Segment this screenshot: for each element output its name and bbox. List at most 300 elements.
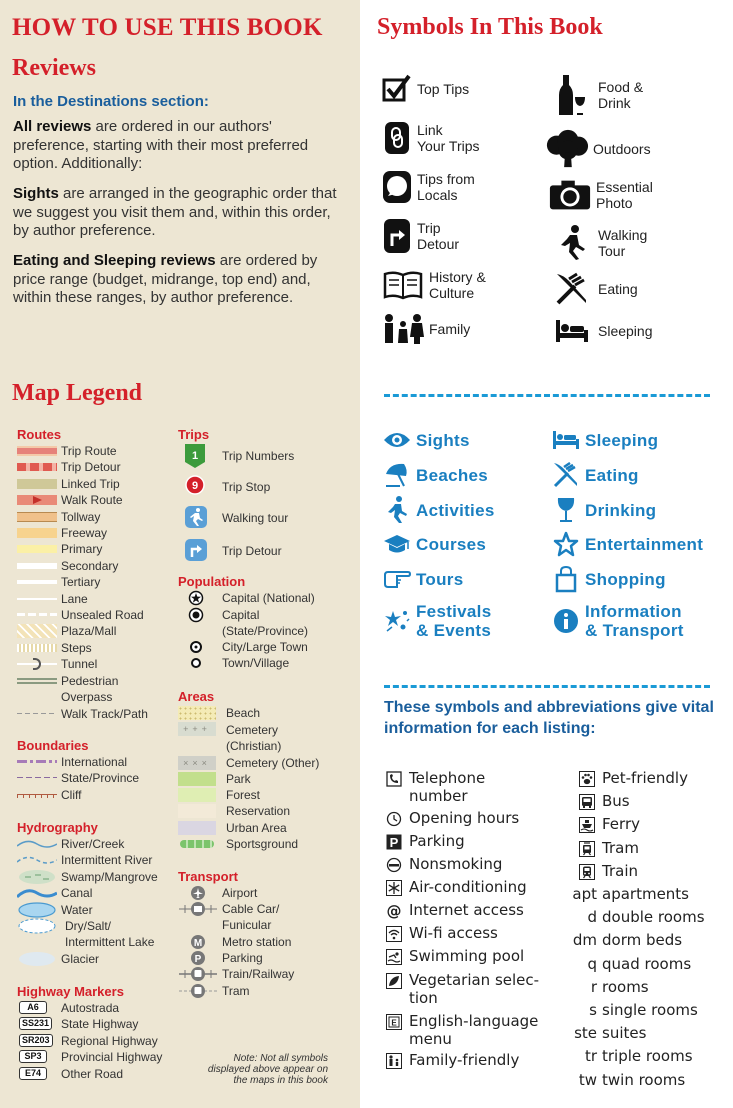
vital-label: Family-friendly (409, 1051, 520, 1069)
abbrev-label: quad rooms (602, 954, 692, 973)
hydrography-heading: Hydrography (17, 820, 98, 835)
route-trip-route (17, 443, 117, 459)
hydro-swatch (17, 918, 57, 934)
trip-label: Trip Stop (222, 480, 271, 494)
vital-label: Nonsmoking (409, 855, 503, 873)
poi-label: Eating (585, 465, 639, 485)
vital-snowflake (383, 878, 527, 898)
legend-note: Note: Not all symbols displayed above appear on the maps in this book (207, 1053, 328, 1086)
symbol-label: Family (429, 321, 471, 337)
symbols-title: Symbols In This Book (377, 14, 603, 40)
symbol-item (381, 268, 486, 302)
boundary-item (17, 754, 127, 770)
route-swatch (17, 541, 57, 557)
svg-text:M: M (193, 938, 203, 949)
paw-icon (576, 769, 598, 789)
area-item (178, 722, 282, 753)
transport-item (178, 885, 257, 901)
hydro-label: Dry/Salt/ Intermittent Lake (65, 919, 155, 949)
transport-item (178, 934, 291, 950)
vital-tram (576, 839, 639, 859)
poi-entertainment (551, 530, 703, 558)
transport-marker (178, 885, 218, 901)
boundary-swatch (17, 754, 57, 770)
poi-label: Sleeping (585, 430, 659, 450)
route-tollway (17, 509, 100, 525)
boundaries-heading: Boundaries (17, 738, 89, 753)
hydro-swatch (17, 885, 57, 901)
area-item (178, 836, 298, 852)
area-swatch (178, 837, 216, 851)
abbrev-key: d (587, 908, 597, 927)
highway-label: Regional Highway (61, 1033, 158, 1048)
tree-icon (545, 132, 589, 166)
speech-bubble-icon (381, 170, 413, 204)
hydro-swatch (17, 951, 57, 967)
hydro-item (17, 951, 99, 967)
route-linked-trip (17, 476, 120, 492)
poi-courses (382, 530, 486, 558)
route-swatch (17, 525, 57, 541)
family-friendly-icon (383, 1051, 405, 1071)
route-swatch (17, 574, 57, 590)
highway-item (17, 1033, 158, 1049)
abbrev-item (571, 1047, 693, 1065)
route-label: Trip Detour (61, 460, 121, 475)
symbol-label: Link Your Trips (417, 122, 480, 154)
area-item (178, 787, 260, 803)
abbrev-label: double rooms (602, 908, 705, 927)
vital-label: Internet access (409, 901, 524, 919)
area-label: Sportsground (226, 837, 299, 851)
bed-icon (550, 314, 594, 348)
route-tertiary (17, 574, 100, 590)
vital-ferry (576, 815, 640, 835)
route-swatch (17, 492, 57, 508)
walker-icon (550, 226, 594, 260)
transport-marker (178, 966, 218, 982)
divider-top (384, 394, 710, 397)
shopping-bag-icon (551, 565, 581, 593)
camera-icon (548, 178, 592, 212)
abbrev-key: q (587, 954, 597, 973)
vital-label: Ferry (602, 815, 640, 834)
transport-label: Tram (222, 984, 250, 998)
route-tunnel (17, 656, 97, 672)
eye-icon (382, 426, 412, 454)
symbol-label: Sleeping (598, 323, 653, 339)
transport-label: Metro station (222, 935, 292, 949)
pointing-hand-icon (382, 565, 412, 593)
area-item (178, 820, 287, 836)
route-label: Primary (61, 542, 103, 557)
area-item (178, 803, 290, 819)
trip-label: Trip Numbers (222, 449, 295, 463)
population-label: Capital (State/Province) (222, 608, 309, 638)
transport-item (178, 983, 250, 999)
hydro-item (17, 885, 92, 901)
transport-marker (178, 901, 218, 917)
svg-text:@: @ (386, 903, 402, 919)
trip-item (184, 538, 282, 564)
abbrev-item (571, 908, 705, 926)
population-item (188, 639, 308, 655)
symbol-item (381, 219, 459, 253)
vital-swimming (383, 947, 524, 967)
abbrev-label: triple rooms (602, 1047, 693, 1066)
no-smoking-icon (383, 855, 405, 875)
area-item (178, 705, 260, 721)
family-icon (381, 312, 425, 346)
vital-label: Swimming pool (409, 947, 525, 965)
area-item (178, 771, 251, 787)
vital-train (576, 862, 638, 882)
highway-badge (17, 1000, 57, 1016)
route-label: Tunnel (61, 657, 98, 672)
route-label: Secondary (61, 558, 119, 573)
population-marker (188, 590, 218, 606)
abbrev-key: dm (572, 931, 597, 950)
vital-paw (576, 769, 688, 789)
symbol-item (548, 178, 653, 212)
snowflake-icon (383, 878, 405, 898)
vital-english-menu (383, 1012, 538, 1048)
highway-code: E74 (19, 1067, 47, 1080)
svg-text:E: E (391, 1018, 397, 1028)
hydro-item (17, 869, 158, 885)
poi-label: Information & Transport (585, 602, 684, 640)
wine-glass-icon (551, 496, 581, 524)
abbrev-label: dorm beds (602, 931, 683, 950)
route-overpass (17, 673, 119, 704)
symbol-label: Tips from Locals (417, 171, 475, 203)
area-label: Reservation (226, 804, 291, 818)
highway-label: State Highway (61, 1017, 139, 1032)
abbrev-label: suites (602, 1024, 647, 1043)
transport-item (178, 966, 294, 982)
destinations-heading: In the Destinations section: (13, 93, 209, 110)
route-steps (17, 640, 92, 656)
highway-item (17, 1066, 123, 1082)
symbol-item (381, 121, 480, 155)
divider-bottom (384, 685, 710, 688)
hydro-label: Intermittent River (61, 853, 153, 868)
population-marker (188, 639, 218, 655)
clock-icon (383, 809, 405, 829)
trip-item (184, 474, 270, 500)
vital-wifi (383, 924, 498, 944)
vital-label: Vegetarian selec- tion (409, 971, 540, 1007)
wine-bottle-icon (550, 78, 594, 112)
trip-marker (184, 538, 218, 564)
poi-beaches (382, 461, 488, 489)
route-swatch (17, 607, 57, 623)
trip-marker (184, 474, 218, 500)
route-swatch (17, 558, 57, 574)
poi-tours (382, 565, 463, 593)
p1-rest: are ordered in our authors' preference, starting with their most preferred option. Additionally: (13, 118, 309, 172)
vital-label: Wi-fi access (409, 924, 498, 942)
checkmark-icon (381, 72, 413, 106)
vital-label: Telephone number (409, 769, 486, 805)
trip-label: Trip Detour (222, 544, 282, 558)
poi-sights (382, 426, 470, 454)
english-menu-icon (383, 1012, 405, 1032)
areas-heading: Areas (178, 689, 215, 704)
mortarboard-icon (382, 530, 412, 558)
symbol-item (545, 132, 651, 166)
abbrev-key: ste (574, 1024, 597, 1043)
highway-badge (17, 1016, 57, 1032)
reviews-paragraph-3 (13, 252, 348, 308)
parking-icon (383, 832, 405, 852)
at-icon (383, 901, 405, 921)
population-marker (188, 655, 218, 671)
hydro-label: River/Creek (61, 837, 125, 851)
abbrev-key: tw (578, 1070, 597, 1089)
svg-text:P: P (194, 954, 202, 965)
poi-label: Tours (416, 569, 464, 589)
p1-bold: All reviews (13, 118, 92, 135)
abbrev-label: twin rooms (602, 1070, 686, 1089)
left-panel (0, 0, 360, 1108)
route-swatch (17, 673, 57, 689)
route-label: Walk Track/Path (61, 706, 148, 721)
area-swatch: ××× (178, 756, 216, 770)
route-label: Steps (61, 640, 92, 655)
population-item (188, 607, 309, 638)
highway-item (17, 1000, 119, 1016)
boundary-swatch (17, 770, 57, 786)
vital-label: Air-conditioning (409, 878, 527, 896)
leaf-icon (383, 971, 405, 991)
book-icon (381, 268, 425, 302)
vital-clock (383, 809, 519, 829)
route-track (17, 706, 148, 722)
transport-marker (178, 983, 218, 999)
population-marker (188, 607, 218, 623)
reviews-paragraph-2 (13, 185, 348, 241)
vital-heading: These symbols and abbreviations give vital information for each listing: (384, 699, 714, 737)
hydro-label: Canal (61, 886, 93, 901)
highway-label: Provincial Highway (61, 1050, 163, 1065)
ferry-icon (576, 815, 598, 835)
area-label: Beach (226, 706, 261, 720)
poi-label: Activities (416, 500, 495, 520)
area-swatch (178, 706, 216, 720)
poi-label: Drinking (585, 500, 657, 520)
area-swatch (178, 772, 216, 786)
trip-item (184, 443, 294, 469)
route-label: Tollway (61, 509, 101, 524)
route-secondary (17, 558, 118, 574)
symbol-label: Essential Photo (596, 179, 653, 211)
area-label: Cemetery (Other) (226, 756, 320, 770)
symbol-item (381, 170, 475, 204)
transport-marker (178, 934, 218, 950)
abbrev-key: s (589, 1001, 597, 1019)
abbrev-item (571, 931, 682, 949)
routes-heading: Routes (17, 427, 62, 442)
vital-leaf (383, 971, 539, 1007)
route-label: Walk Route (61, 493, 123, 508)
trip-marker (184, 505, 218, 531)
fork-knife-icon (550, 272, 594, 306)
svg-text:P: P (389, 835, 399, 850)
route-label: Lane (61, 591, 88, 606)
vital-bus (576, 792, 630, 812)
highway-badge (17, 1049, 57, 1065)
vital-label: Parking (409, 832, 465, 850)
wifi-icon (383, 924, 405, 944)
telephone-icon (383, 769, 405, 789)
hydro-label: Swamp/Mangrove (61, 869, 158, 884)
abbrev-label: single rooms (602, 1001, 698, 1019)
info-icon (551, 607, 581, 635)
hydro-item (17, 836, 124, 852)
route-label: Freeway (61, 526, 108, 540)
abbrev-key: apt (572, 885, 597, 903)
area-swatch (178, 788, 216, 802)
route-label: Pedestrian Overpass (61, 673, 119, 704)
vital-no-smoking (383, 855, 502, 875)
route-swatch (17, 591, 57, 607)
symbol-label: Top Tips (417, 81, 470, 97)
transport-label: Airport (222, 886, 258, 900)
abbrev-item (571, 978, 649, 996)
hydro-swatch (17, 836, 57, 852)
symbol-item (381, 72, 469, 106)
symbol-item (550, 226, 647, 260)
area-swatch (178, 821, 216, 835)
population-label: Capital (National) (222, 591, 315, 605)
hydro-item (17, 902, 93, 918)
vital-label: English-language menu (409, 1012, 539, 1048)
population-item (188, 590, 315, 606)
symbol-label: Outdoors (593, 141, 651, 157)
poi-sleeping (551, 426, 658, 454)
transport-label: Parking (222, 951, 263, 965)
highway-item (17, 1016, 138, 1032)
population-item (188, 655, 289, 671)
area-item (178, 755, 319, 771)
p2-bold: Sights (13, 185, 59, 202)
vital-label: Tram (602, 838, 639, 857)
route-swatch (17, 459, 57, 475)
abbrev-item (571, 1001, 698, 1019)
transport-heading: Transport (178, 869, 238, 884)
trip-marker (184, 443, 218, 469)
swimming-icon (383, 947, 405, 967)
abbrev-key: tr (584, 1047, 597, 1066)
p2-rest: are arranged in the geographic order that we suggest you visit them and, within this order, by author preference. (13, 185, 337, 239)
route-swatch (17, 640, 57, 656)
vital-family-friendly (383, 1051, 519, 1071)
poi-label: Festivals & Events (416, 602, 492, 640)
vital-at (383, 901, 524, 921)
area-label: Park (226, 772, 251, 786)
vital-label: Train (602, 861, 638, 880)
poi-activities (382, 496, 495, 524)
poi-label: Beaches (416, 465, 489, 485)
route-unsealed (17, 607, 144, 623)
bus-icon (576, 792, 598, 812)
route-swatch (17, 706, 57, 722)
area-swatch: +++ (178, 722, 216, 736)
highway-badge (17, 1066, 57, 1082)
abbrev-item (571, 885, 689, 903)
highway-item (17, 1049, 162, 1065)
vital-label: Pet-friendly (602, 769, 688, 787)
hydro-item (17, 918, 155, 949)
transport-label: Cable Car/ Funicular (222, 902, 280, 932)
highway-label: Other Road (61, 1066, 124, 1081)
symbol-label: Walking Tour (598, 227, 648, 259)
highway-code: SR203 (19, 1034, 53, 1047)
reviews-paragraph-1 (13, 118, 348, 174)
trip-item (184, 505, 288, 531)
abbrev-item (571, 955, 691, 973)
symbol-item (550, 78, 643, 112)
hydro-label: Water (61, 902, 93, 917)
route-plaza (17, 623, 116, 639)
hydro-item (17, 852, 152, 868)
poi-eating (551, 461, 639, 489)
route-swatch (17, 656, 57, 672)
route-swatch (17, 476, 57, 492)
route-swatch (17, 623, 57, 639)
hydro-swatch (17, 869, 57, 885)
abbrev-label: apartments (602, 885, 689, 903)
detour-arrow-icon (381, 219, 413, 253)
area-label: Cemetery (Christian) (226, 723, 282, 753)
symbol-item (381, 312, 470, 346)
route-freeway (17, 525, 107, 541)
fork-knife-icon (551, 461, 581, 489)
reviews-title: Reviews (12, 55, 96, 81)
poi-drinking (551, 496, 656, 524)
area-swatch (178, 804, 216, 818)
abbrev-item (571, 1071, 685, 1089)
route-label: Trip Route (61, 444, 117, 458)
route-swatch (17, 443, 57, 459)
boundary-swatch (17, 787, 57, 803)
page-title: HOW TO USE THIS BOOK (12, 14, 323, 41)
boundary-item (17, 787, 81, 803)
svg-text:1: 1 (191, 450, 199, 462)
route-primary (17, 541, 102, 557)
transport-item (178, 901, 280, 932)
vital-label: Bus (602, 792, 630, 811)
abbrev-key: r (590, 977, 597, 996)
tram-icon (576, 839, 598, 859)
route-label: Plaza/Mall (61, 624, 117, 639)
poi-label: Courses (416, 534, 487, 554)
poi-label: Sights (416, 430, 470, 450)
abbrev-item (571, 1024, 646, 1042)
area-label: Urban Area (226, 821, 287, 835)
hydro-label: Glacier (61, 952, 100, 966)
highway-code: A6 (19, 1001, 47, 1014)
boundary-item (17, 770, 139, 786)
population-label: City/Large Town (222, 640, 308, 654)
trip-label: Walking tour (222, 511, 289, 525)
svg-text:9: 9 (191, 480, 199, 492)
hydro-swatch (17, 902, 57, 918)
boundary-label: Cliff (61, 787, 82, 802)
route-label: Tertiary (61, 575, 101, 590)
transport-marker (178, 950, 218, 966)
